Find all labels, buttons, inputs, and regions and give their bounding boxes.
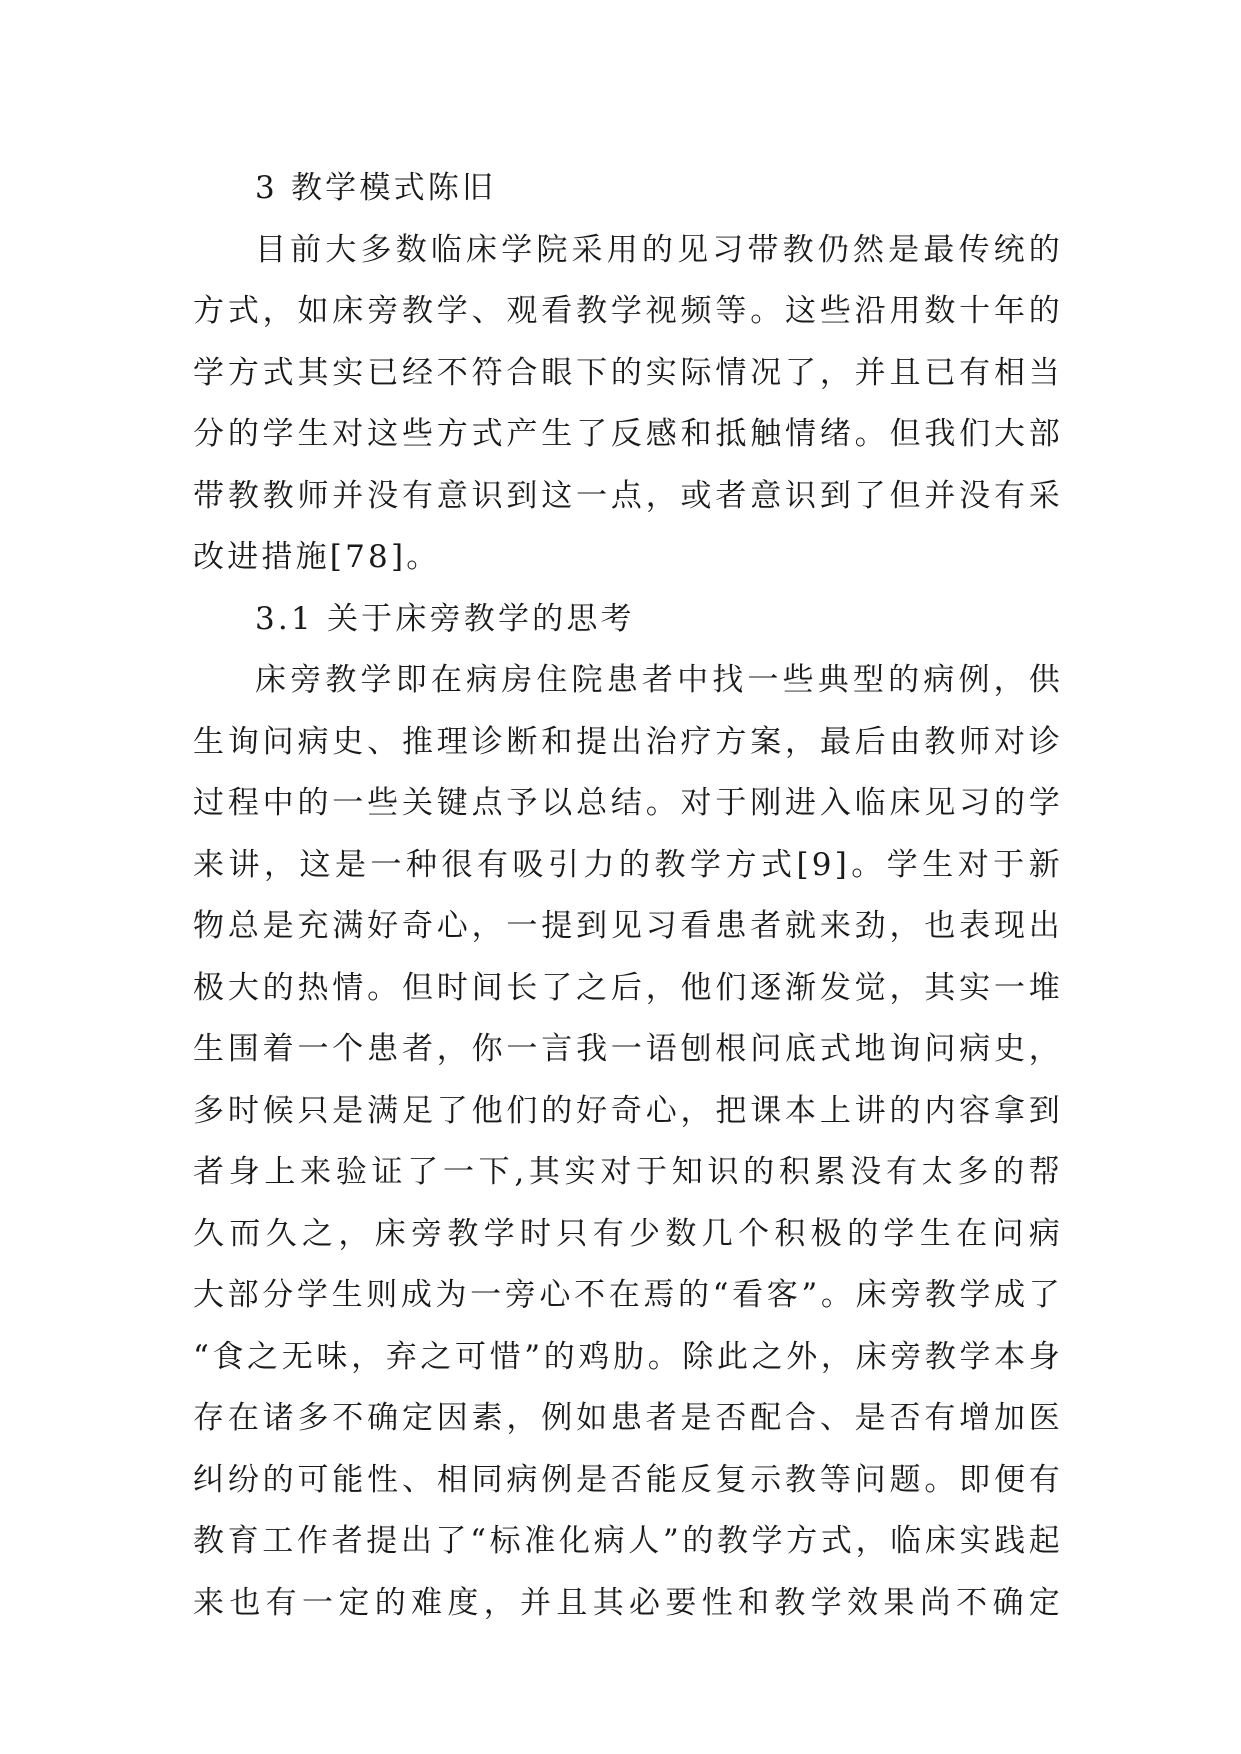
- paragraph-line: 纠纷的可能性、相同病例是否能反复示教等问题。即便有: [193, 1461, 1063, 1498]
- paragraph-line: 久而久之，床旁教学时只有少数几个积极的学生在问病: [193, 1215, 1063, 1252]
- document-body: [193, 158, 1063, 1634]
- paragraph-line: 分的学生对这些方式产生了反感和抵触情绪。但我们大部: [193, 416, 1063, 452]
- paragraph-line: 物总是充满好奇心，一提到见习看患者就来劲，也表现出: [193, 908, 1063, 944]
- paragraph-line: 目前大多数临床学院采用的见习带教仍然是最传统的: [255, 231, 1063, 268]
- paragraph-line: 过程中的一些关键点予以总结。对于刚进入临床见习的学: [193, 785, 1063, 821]
- paragraph-line: 改进措施[78]。: [193, 539, 441, 575]
- paragraph-line: 多时候只是满足了他们的好奇心，把课本上讲的内容拿到: [193, 1092, 1063, 1129]
- paragraph-line: 教育工作者提出了“标准化病人”的教学方式，临床实践起: [193, 1523, 1063, 1559]
- section-heading: 3.1 关于床旁教学的思考: [255, 600, 635, 637]
- paragraph-line: 来讲，这是一种很有吸引力的教学方式[9]。学生对于新: [193, 846, 1063, 883]
- paragraph-line: 生围着一个患者，你一言我一语刨根问底式地询问病史，: [193, 1031, 1063, 1067]
- paragraph-line: 存在诸多不确定因素，例如患者是否配合、是否有增加医: [193, 1400, 1063, 1436]
- paragraph-line: 极大的热情。但时间长了之后，他们逐渐发觉，其实一堆: [193, 969, 1063, 1006]
- paragraph-line: 者身上来验证了一下,其实对于知识的积累没有太多的帮: [193, 1154, 1063, 1190]
- paragraph-line: 大部分学生则成为一旁心不在焉的“看客”。床旁教学成了: [193, 1277, 1063, 1313]
- section-heading: 3 教学模式陈旧: [255, 170, 497, 206]
- paragraph-line: 生询问病史、推理诊断和提出治疗方案，最后由教师对诊: [193, 723, 1063, 760]
- paragraph-line: 方式，如床旁教学、观看教学视频等。这些沿用数十年的: [193, 293, 1063, 329]
- paragraph-line: 床旁教学即在病房住院患者中找一些典型的病例，供: [255, 662, 1063, 698]
- paragraph-line: “食之无味，弃之可惜”的鸡肋。除此之外，床旁教学本身: [193, 1338, 1063, 1375]
- paragraph-line: 学方式其实已经不符合眼下的实际情况了，并且已有相当: [193, 354, 1063, 391]
- paragraph-line: 带教教师并没有意识到这一点，或者意识到了但并没有采: [193, 477, 1063, 514]
- paragraph-line: 来也有一定的难度，并且其必要性和教学效果尚不确定: [193, 1584, 1063, 1621]
